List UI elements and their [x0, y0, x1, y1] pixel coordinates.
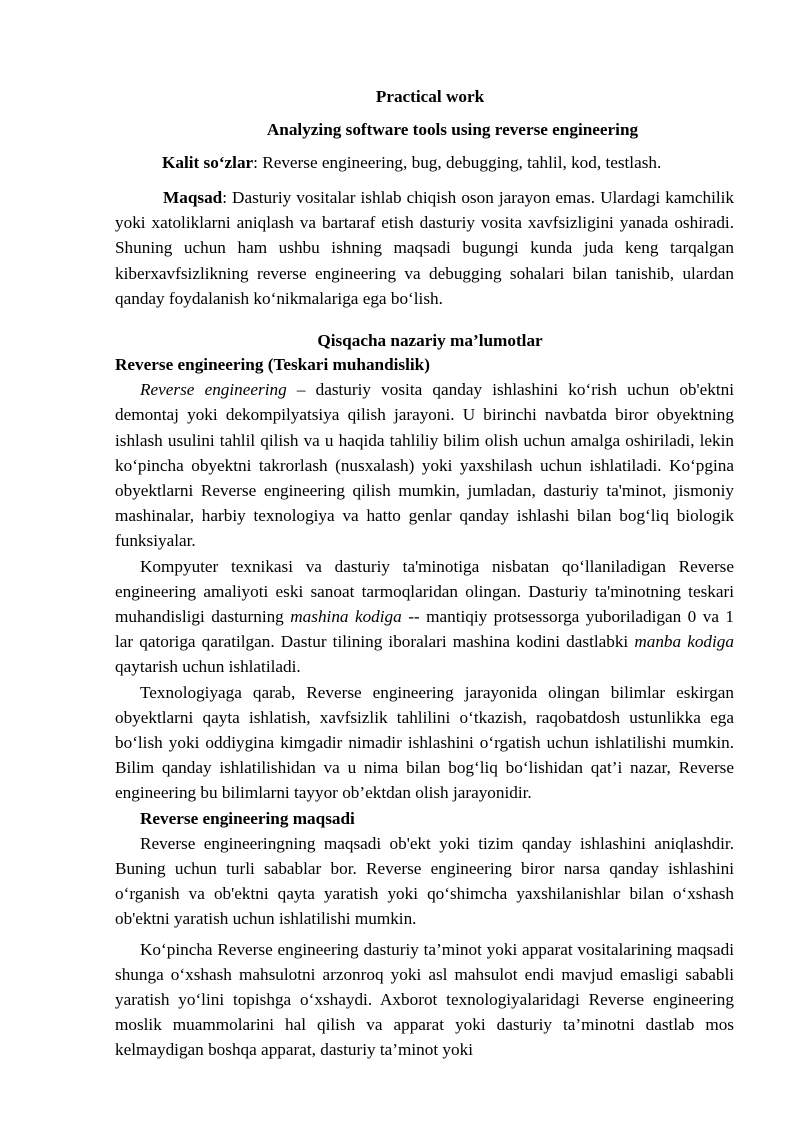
- document-title: Practical work: [375, 87, 485, 106]
- keywords-text: : Reverse engineering, bug, debugging, tahlil, kod, testlash.: [253, 153, 662, 172]
- goal-heading: Reverse engineering maqsadi: [140, 808, 355, 828]
- paragraph-often: Ko‘pincha Reverse engineering dasturiy ta’minot yoki apparat vositalarining maqsadi shunga o‘xshash mahsulotni arzonroq yoki asl mahsulot endi mavjud emasligi sababli yaratish yo‘lini topishga o‘xshaydi. Axborot texnologiyalaridagi Reverse engineering moslik muammolarini hal qilish va apparat yoki dasturiy ta’minotni dastlab mos kelmaydigan boshqa apparat, dasturiy ta’minot yoki: [115, 939, 734, 1060]
- goal-paragraph: [115, 185, 734, 311]
- p2-text-a: Kompyuter texnikasi va dasturiy ta'minotiga nisbatan qo‘llaniladigan Reverse engineering amaliyoti eski sanoat tarmoqlaridan olingan. Dasturiy ta'minotning teskari muhandisligi dasturning: [115, 556, 734, 627]
- goal-paragraph-block: [115, 185, 734, 311]
- term-machine-code: mashina kodiga: [290, 607, 402, 627]
- goal-text: : Dasturiy vositalar ishlab chiqish oson jarayon emas. Ulardagi kamchilik yoki xatoliklarni aniqlash va bartaraf etish dasturiy vosita xavfsizligini yanada oshiradi. Shuning uchun ham ushbu ishning maqsadi bugungi kunda juda keng tarqalgan kiberxavfsizlikning reverse engineering va debugging sohalari bilan tanishib, ulardan qanday foydalanish ko‘nikmalariga ega bo‘lish.: [115, 188, 734, 308]
- goal-label: Maqsad: [163, 188, 223, 207]
- main-content: [115, 352, 734, 1063]
- keywords-line: [162, 150, 762, 175]
- paragraph-definition: [115, 377, 734, 553]
- p2-text-c: qaytarish uchun ishlatiladi.: [115, 657, 301, 677]
- paragraph-goal: Reverse engineeringning maqsadi ob'ekt yoki tizim qanday ishlashini aniqlashdir. Buning uchun turli sabablar bor. Reverse engineering biror narsa qanday ishlashini o‘rganish va ob'ektni qayta yaratish yoki qo‘shimcha yaxshilanishlar bilan o‘xshash ob'ektni yaratish uchun ishlatilishi mumkin.: [115, 833, 734, 929]
- paragraph-machine-code: [115, 554, 734, 680]
- document-subtitle: Analyzing software tools using reverse engineering: [266, 120, 639, 139]
- p2-text-b: -- mantiqiy protsessorga yuboriladigan 0 va 1 lar qatoriga qaratilgan. Dastur tilining iboralari mashina kodini dastlabki: [115, 607, 735, 652]
- term-reverse-engineering: Reverse engineering: [140, 380, 287, 400]
- term-source-code: manba kodiga: [634, 632, 734, 652]
- subsection-title: Reverse engineering (Teskari muhandislik): [115, 355, 430, 374]
- paragraph-technology: Texnologiyaga qarab, Reverse engineering jarayonida olingan bilimlar eskirgan obyektlarni qayta ishlatish, xavfsizlik tahlilini o‘tkazish, raqobatdosh ustunlikka ega bo‘lish yoki oddiygina kimgadir nimadir ishlashini o‘rgatish uchun ishlatilishi mumkin. Bilim qanday ishlatilishidan va u nima bilan bog‘liq bo‘lishidan qat’i nazar, Reverse engineering bu bilimlarni tayyor ob’ektdan olish jarayonidir.: [115, 682, 734, 803]
- keywords-label: Kalit so‘zlar: [162, 153, 254, 172]
- definition-text: – dasturiy vosita qanday ishlashini ko‘rish uchun ob'ektni demontaj yoki dekompilyatsiya qilish jarayoni. U birinchi navbatda biror obyektning ishlash usulini tahlil qilish va u haqida tahliliy bilim olish uchun amalga oshiriladi, lekin ko‘pincha obyektni takrorlash (nusxalash) yoki yaxshilash uchun ishlatiladi. Ko‘pgina obyektlarni Reverse engineering qilish mumkin, jumladan, dasturiy ta'minot, jismoniy mashinalar, harbiy texnologiya va hatto genlar qanday ishlashi bilan bog‘liq biologik funksiyalar.: [115, 380, 734, 551]
- section-title: Qisqacha nazariy ma’lumotlar: [317, 331, 543, 350]
